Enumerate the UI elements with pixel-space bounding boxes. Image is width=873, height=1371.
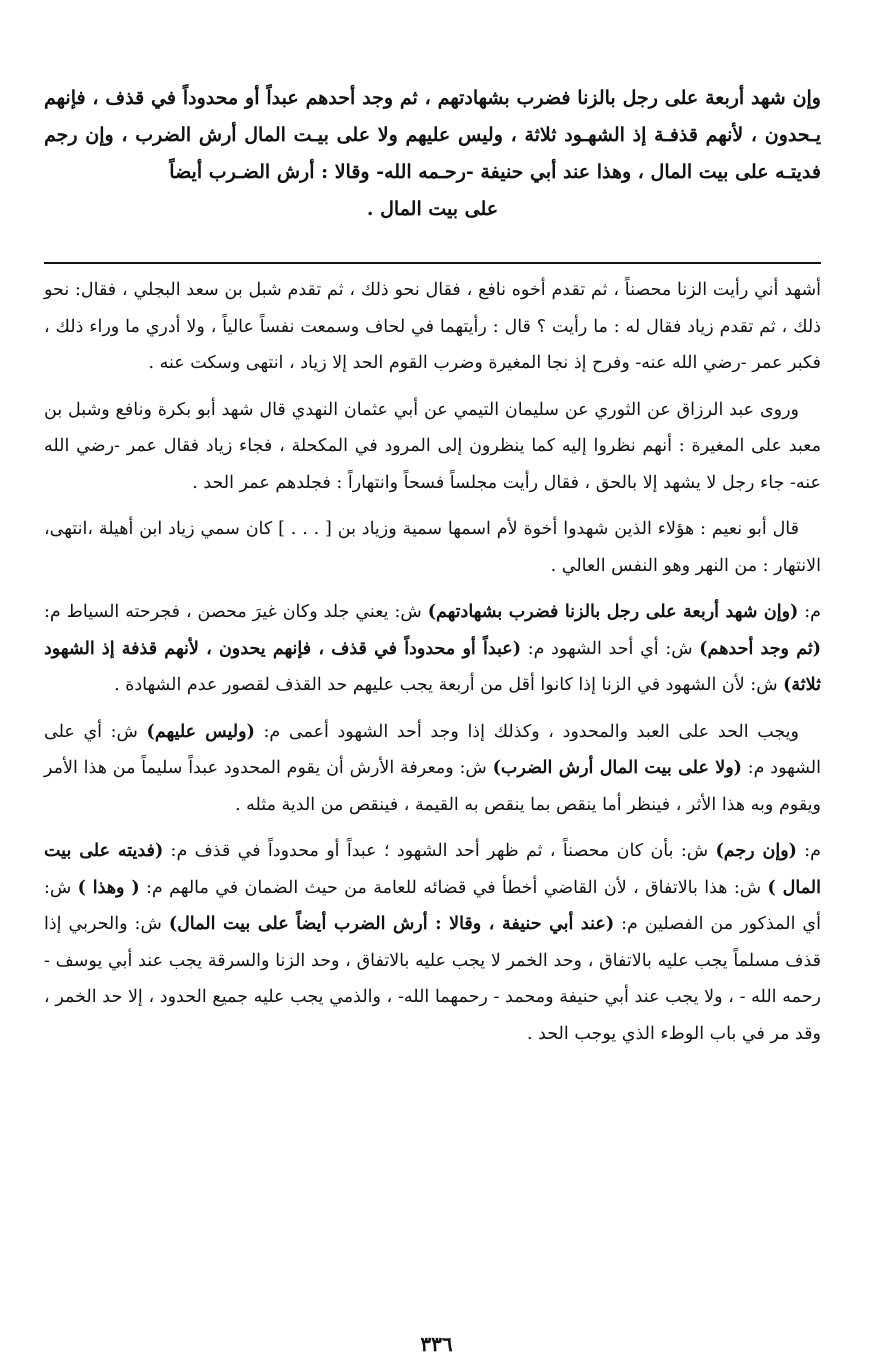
text-run: م:: [796, 841, 821, 861]
text-run: ش: بأن كان محصناً ، ثم ظهر أحد الشهود ؛ عبداً أو محدوداً في قذف م:: [163, 841, 716, 861]
commentary-paragraph-3: قال أبو نعيم : هؤلاء الذين شهدوا أخوة لأم اسمها سمية وزياد بن [ . . . ] كان سمي زياد ابن أهيلة ،انتهى، الانتهار : من النهر وهو النفس العالي .: [44, 519, 821, 576]
commentary-paragraph-4: [44, 594, 821, 704]
matn-text-block: [44, 80, 821, 228]
commentary-paragraph-1: أشهد أني رأيت الزنا محصناً ، ثم تقدم أخوه نافع ، فقال نحو ذلك ، ثم تقدم شبل بن سعد البجلي ، فقال: نحو ذلك ، ثم تقدم زياد فقال له : ما رأيت ؟ قال : رأيتهما في لحاف وسمعت نفساً عالياً ، ولا أدري ما وراء ذلك ، فكبر عمر -رضي الله عنه- وفرح إذ نجا المغيرة وضرب القوم الحد إلا زياد ، انتهى وسكت عنه .: [44, 280, 821, 373]
page-number: ٣٣٦: [420, 1332, 453, 1356]
text-run: ش: يعني جلد وكان غيرَ محصن ، فجرحته السياط م:: [44, 602, 428, 622]
text-run: ش: هذا بالاتفاق ، لأن القاضي أخطأ في قضائه للعامة من حيث الضمان في مالهم م:: [139, 877, 768, 898]
matn-quote: ( وهذا ): [77, 877, 140, 898]
matn-quote: (وإن شهد أربعة على رجل بالزنا فضرب بشهادتهم): [427, 602, 799, 622]
commentary-paragraph-5: [44, 714, 821, 824]
text-run: ش: ومعرفة الأرش أن يقوم المحدود عبداً سليماً من هذا الأمر ويقوم وبه هذا الأثر ، فينظر أما ينقص بما ينقص به القيمة ، فينقص من الدية مثله .: [44, 758, 821, 815]
matn-quote: (ثم وجد أحدهم): [699, 638, 821, 659]
matn-paragraph: وإن شهد أربعة على رجل بالزنا فضرب بشهادتهم ، ثم وجد أحدهم عبداً أو محدوداً في قذف ، فإنهم يـحدون ، لأنهم قذفـة إذ الشهـود ثلاثة ، وليس عليهم ولا على بيـت المال أرش الضرب ، وإن رجم فديتـه على بيت المال ، وهذا عند أبي حنيفة -رحـمه الله- وقالا : أرش الضـرب أيضاً: [44, 87, 821, 183]
separator-line: [44, 262, 821, 264]
matn-quote: (عبداً أو محدوداً في قذف ، فإنهم يحدون ، لأنهم قذفة إذ الشهود ثلاثة): [44, 638, 821, 695]
matn-last-line: على بيت المال .: [366, 198, 499, 220]
matn-quote: (وإن رجم): [715, 841, 797, 861]
commentary-paragraph-2: وروى عبد الرزاق عن الثوري عن سليمان التيمي عن أبي عثمان النهدي قال شهد أبو بكرة ونافع وشبل بن معبد على المغيرة : أنهم نظروا إليه كما ينظرون إلى المرود في المكحلة ، فجاء زياد فقال عمر -رضي الله عنه- جاء رجل لا يشهد إلا بالحق ، فقال رأيت مجلساً فسحاً وانتهاراً : فجلدهم عمر الحد .: [44, 399, 821, 493]
commentary-block: [44, 272, 821, 1062]
text-run: ش: أي المذكور من الفصلين م:: [44, 877, 821, 934]
text-run: ش: والحربي إذا قذف مسلماً يجب عليه بالاتفاق ، وحد الخمر لا يجب عليه بالاتفاق ، وحد الزنا والسرقة يجب عند أبي يوسف - رحمه الله - ، ولا يجب عند أبي حنيفة ومحمد - رحمهما الله- ، والذمي يجب عليه جميع الحدود ، إلا حد الخمر ، وقد مر في باب الوطء الذي يوجب الحد .: [44, 914, 821, 1044]
text-run: ش: أي على الشهود م:: [44, 721, 821, 778]
text-run: ش: أي أحد الشهود م:: [521, 638, 700, 659]
matn-quote: (عند أبي حنيفة ، وقالا : أرش الضرب أيضاً على بيت المال): [168, 914, 615, 934]
text-run: ويجب الحد على العبد والمحدود ، وكذلك إذا وجد أحد الشهود أعمى م:: [254, 721, 799, 742]
commentary-paragraph-6: [44, 833, 821, 1052]
matn-quote: (ولا على بيت المال أرش الضرب): [492, 758, 742, 778]
text-run: م:: [798, 602, 822, 622]
matn-quote: (فديته على بيت المال ): [44, 841, 822, 898]
text-run: ش: لأن الشهود في الزنا إذا كانوا أقل من أربعة يجب عليهم حد القذف لقصور عدم الشهادة .: [114, 675, 784, 695]
matn-quote: (وليس عليهم): [146, 721, 255, 742]
